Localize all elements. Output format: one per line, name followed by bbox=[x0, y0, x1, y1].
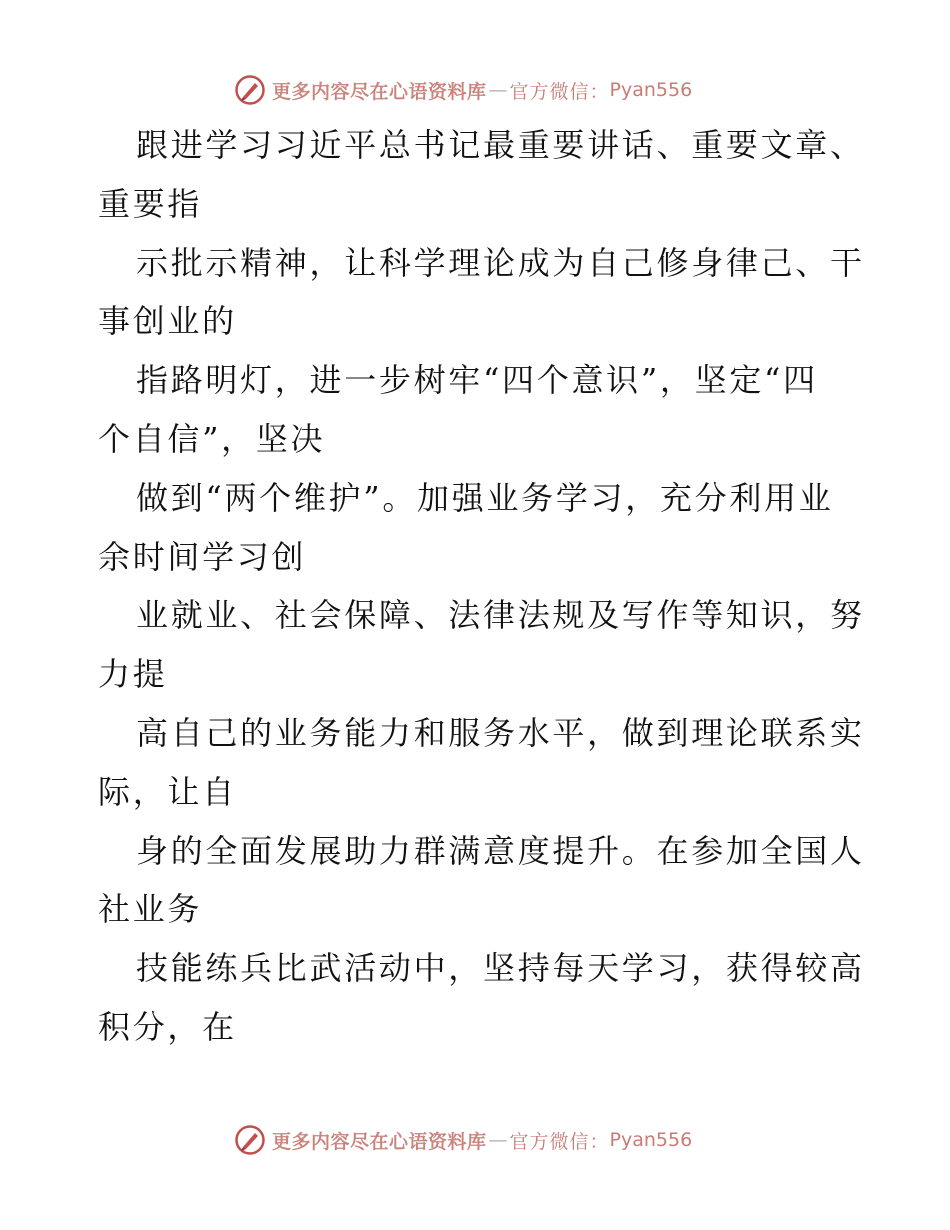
text-line: 余时间学习创 bbox=[98, 537, 307, 576]
text-line: 事创业的 bbox=[98, 302, 237, 341]
quill-logo-icon bbox=[234, 1124, 266, 1156]
text-line: 身的全面发展助力群满意度提升。在参加全国人 bbox=[136, 831, 865, 870]
footer-watermark-banner bbox=[234, 1123, 692, 1157]
text-line: 重要指 bbox=[98, 184, 203, 223]
text-line: 高自己的业务能力和服务水平，做到理论联系实 bbox=[136, 713, 865, 752]
banner-brand-text: 更多内容尽在心语资料库 bbox=[272, 80, 487, 103]
header-watermark-banner bbox=[234, 73, 692, 107]
quill-logo-icon bbox=[234, 74, 266, 106]
text-line: 指路明灯，进一步树牢“四个意识”，坚定“四 bbox=[136, 361, 818, 400]
text-line: 积分，在 bbox=[98, 1007, 237, 1046]
text-line: 力提 bbox=[98, 655, 168, 694]
banner-contact-label: 官方微信： bbox=[509, 80, 610, 103]
banner-brand-text: 更多内容尽在心语资料库 bbox=[272, 1130, 487, 1153]
banner-wechat-id: Pyan556 bbox=[609, 1129, 693, 1151]
text-line: 业就业、社会保障、法律法规及写作等知识，努 bbox=[136, 596, 865, 635]
text-line: 个自信”，坚决 bbox=[98, 419, 326, 458]
banner-contact-label: 官方微信： bbox=[509, 1130, 610, 1153]
document-body bbox=[98, 116, 865, 1057]
banner-dash: — bbox=[488, 79, 508, 101]
banner-wechat-id: Pyan556 bbox=[609, 79, 693, 101]
text-line: 际，让自 bbox=[98, 772, 237, 811]
text-line: 做到“两个维护”。加强业务学习，充分利用业 bbox=[136, 478, 834, 517]
text-line: 跟进学习习近平总书记最重要讲话、重要文章、 bbox=[136, 126, 865, 164]
text-line: 技能练兵比武活动中，坚持每天学习，获得较高 bbox=[136, 949, 865, 988]
banner-dash: — bbox=[488, 1129, 508, 1151]
text-line: 社业务 bbox=[98, 890, 203, 929]
text-line: 示批示精神，让科学理论成为自己修身律己、干 bbox=[136, 243, 865, 282]
